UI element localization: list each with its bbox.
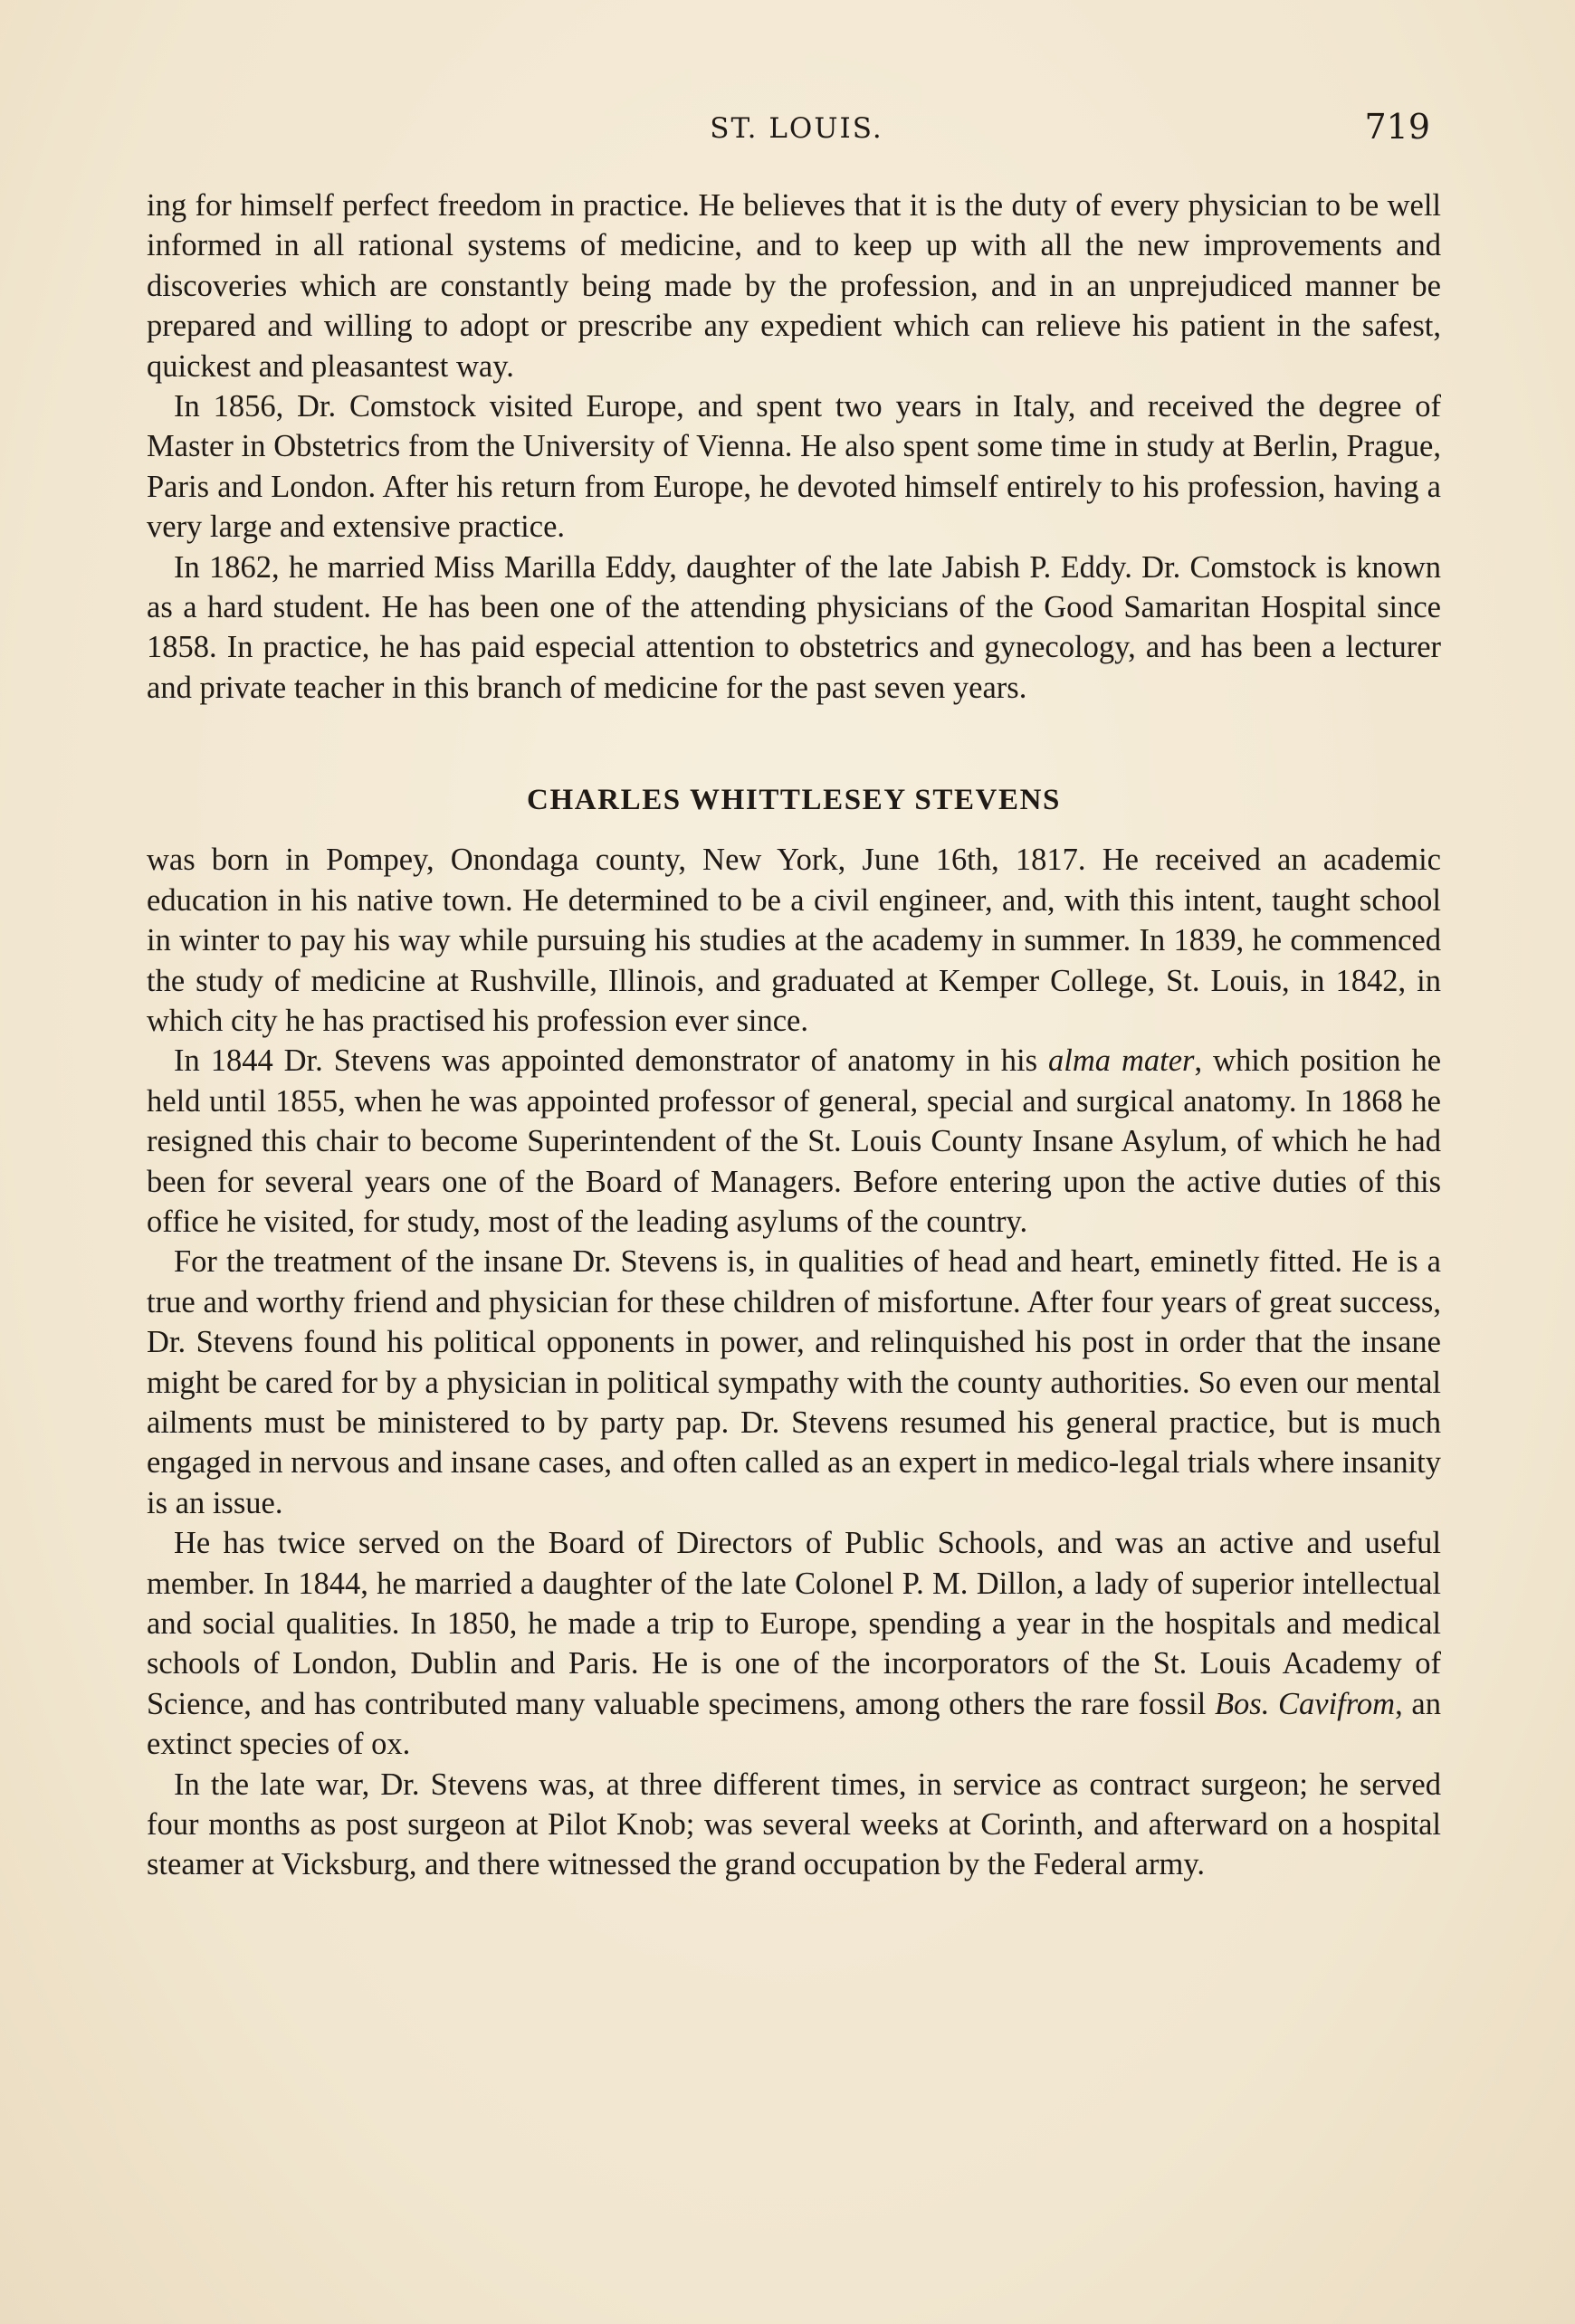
running-header	[145, 107, 1448, 150]
body-text	[147, 186, 1441, 1885]
page-number: 719	[1364, 107, 1430, 147]
paragraph: In 1862, he married Miss Marilla Eddy, daughter of the late Jabish P. Eddy. Dr. Comstock is known as a hard student. He has been one of the attending physicians of the Good Samaritan Hospital since 1858. In practice, he has paid especial attention to obstetrics and gynecology, and has been a lecturer and private teacher in this branch of medicine for the past seven years.	[147, 549, 1441, 705]
paragraph: For the treatment of the insane Dr. Stevens is, in qualities of head and heart, eminetly fitted. He is a true and worthy friend and physician for these children of misfortune. After four years of great success, Dr. Stevens found his political opponents in power, and relinquished his post in order that the insane might be cared for by a physician in political sympathy with the county authorities. So even our mental ailments must be ministered to by party pap. Dr. Stevens resumed his general practice, but is much engaged in nervous and insane cases, and often called as an expert in medico-legal trials where insanity is an issue.	[147, 1244, 1441, 1520]
paragraph-text: , which position he held until 1855, when he was appointed professor of general, special and surgical anatomy. In 1868 he resigned this chair to become Superintendent of the St. Louis County Insane Asylum, of which he had been for several years one of the Board of Managers. Before entering upon the active duties of this office he visited, for study, most of the leading asylums of the country.	[147, 1043, 1442, 1239]
italic-phrase: Bos. Cavifrom	[1214, 1686, 1396, 1721]
paragraph: In 1856, Dr. Comstock visited Europe, and spent two years in Italy, and received the degree of Master in Obstetrics from the University of Vienna. He also spent some time in study at Berlin, Prague, Paris and London. After his return from Europe, he devoted himself entirely to his profession, having a very large and extensive practice.	[147, 389, 1441, 545]
running-title: ST. LOUIS.	[710, 112, 883, 145]
paragraph: ing for himself perfect freedom in practice. He believes that it is the duty of every physician to be well informed in all rational systems of medicine, and to keep up with all the new improvements and discoveries which are constantly being made by the profession, and in an unprejudiced manner be prepared and willing to adopt or prescribe any expedient which can relieve his patient in the safest, quickest and pleasantest way.	[147, 188, 1441, 384]
paragraph: was born in Pompey, Onondaga county, New York, June 16th, 1817. He received an academic education in his native town. He determined to be a civil engineer, and, with this intent, taught school in winter to pay his way while pursuing his studies at the academy in summer. In 1839, he commenced the study of medicine at Rushville, Illinois, and graduated at Kemper College, St. Louis, in 1842, in which city he has practised his profession ever since.	[147, 843, 1441, 1038]
paragraph	[147, 1523, 1441, 1764]
section-heading: CHARLES WHITTLESEY STEVENS	[527, 784, 1061, 817]
italic-phrase: alma mater	[1048, 1043, 1195, 1079]
paragraph: In the late war, Dr. Stevens was, at three different times, in service as contract surgeon; he served four months as post surgeon at Pilot Knob; was several weeks at Corinth, and afterward on a hospital steamer at Vicksburg, and there witnessed the grand occupation by the Federal army.	[147, 1767, 1441, 1882]
paragraph-text: , an extinct species of ox.	[147, 1686, 1441, 1762]
paragraph-text: He has twice served on the Board of Directors of Public Schools, and was an active and useful member. In 1844, he married a daughter of the late Colonel P. M. Dillon, a lady of superior intellectual and social qualities. In 1850, he made a trip to Europe, spending a year in the hospitals and medical schools of London, Dublin and Paris. He is one of the incorporators of the St. Louis Academy of Science, and has contributed many valuable specimens, among others the rare fossil	[147, 1526, 1441, 1721]
paragraph	[147, 1041, 1441, 1242]
paragraph-text: In 1844 Dr. Stevens was appointed demonstrator of anatomy in his	[174, 1043, 1049, 1079]
